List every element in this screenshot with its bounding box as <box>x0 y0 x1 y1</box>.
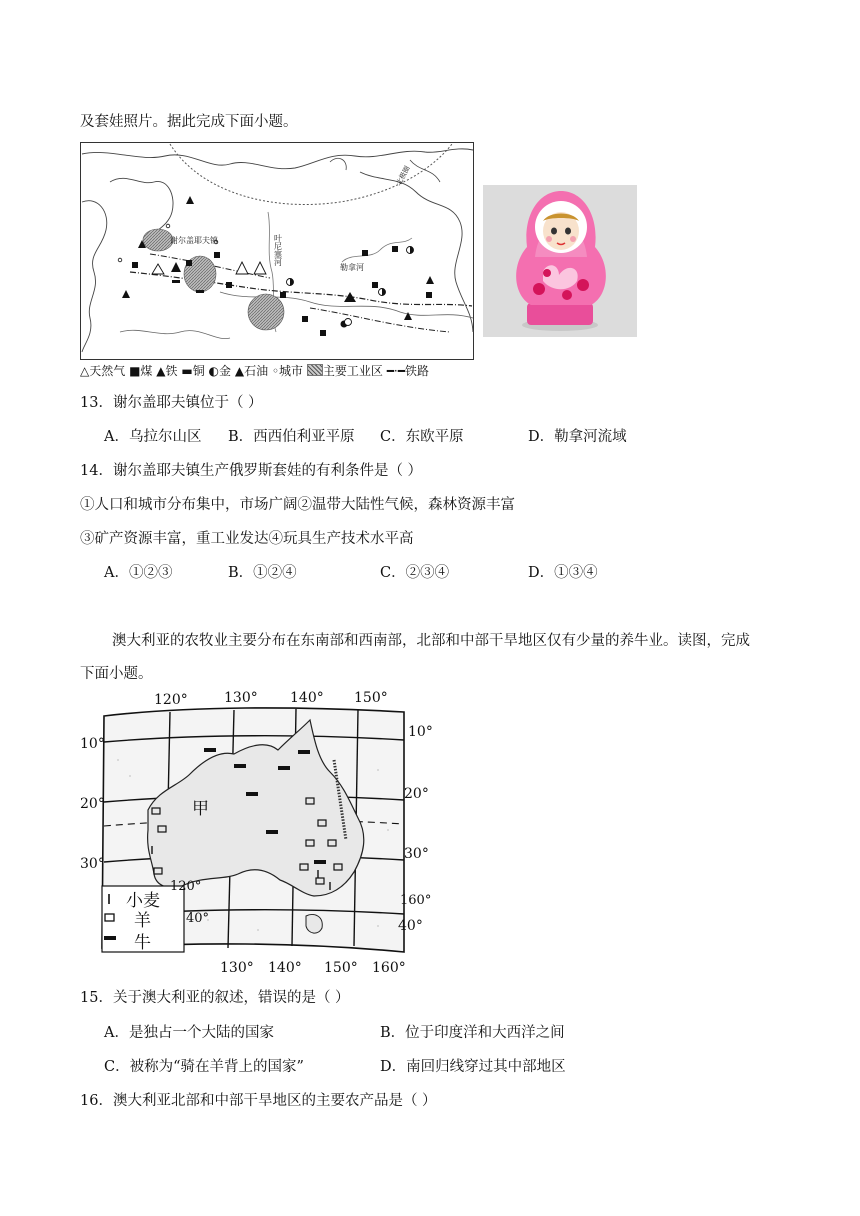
q14-option-b[interactable]: B．①②④ <box>228 565 297 581</box>
right-lat-40: 40° <box>398 918 423 934</box>
q14-option-c[interactable]: C．②③④ <box>380 565 450 581</box>
australia-agriculture-map <box>78 690 434 976</box>
inner-lat-40: 40° <box>186 911 210 926</box>
bottom-lon-130: 130° <box>220 960 254 976</box>
right-lat-20: 20° <box>404 786 429 802</box>
matryoshka-photo <box>483 185 637 337</box>
left-lat-20: 20° <box>80 796 105 812</box>
copper-icon: ▬ <box>181 364 193 378</box>
q15-option-d[interactable]: D．南回归线穿过其中部地区 <box>380 1059 566 1075</box>
right-lat-30: 30° <box>404 846 429 862</box>
bottom-lon-160: 160° <box>372 960 406 976</box>
q13-option-c[interactable]: C．东欧平原 <box>380 429 464 445</box>
top-lon-150: 150° <box>354 690 388 706</box>
city-icon: ◦ <box>271 364 280 378</box>
arctic-circle-label: 北极圈 <box>394 164 412 187</box>
jia-label: 甲 <box>192 799 209 819</box>
legend-cattle-label: 牛 <box>134 933 151 953</box>
intro-text: 及套娃照片。据此完成下面小题。 <box>80 114 298 130</box>
inner-lon-160: 160° <box>400 893 432 908</box>
russia-resource-map <box>80 142 474 360</box>
town-label: 谢尔盖耶夫镇 <box>170 236 218 245</box>
iron-icon: ▲ <box>156 364 166 378</box>
q16-stem: 16．澳大利亚北部和中部干旱地区的主要农产品是（ ） <box>80 1093 437 1109</box>
passage2-line2: 下面小题。 <box>80 666 153 682</box>
passage2-line1: 澳大利亚的农牧业主要分布在东南部和西南部，北部和中部干旱地区仅有少量的养牛业。读图，完成 <box>112 633 750 649</box>
gold-icon: ◐ <box>208 364 220 378</box>
q15-stem: 15．关于澳大利亚的叙述，错误的是（ ） <box>80 990 350 1006</box>
q13-option-d[interactable]: D．勒拿河流域 <box>528 429 627 445</box>
q13-option-b[interactable]: B．西西伯利亚平原 <box>228 429 355 445</box>
lena-label: 勒拿河 <box>340 263 364 272</box>
oil-icon: ▲ <box>234 364 245 378</box>
left-lat-30: 30° <box>80 856 105 872</box>
top-lon-130: 130° <box>224 690 258 706</box>
q15-option-a[interactable]: A．是独占一个大陆的国家 <box>104 1025 274 1041</box>
coal-icon: ■ <box>129 364 141 378</box>
legend-sheep-label: 羊 <box>134 911 151 931</box>
legend-wheat-label: 小麦 <box>126 891 160 911</box>
q13-option-a[interactable]: A．乌拉尔山区 <box>104 429 202 445</box>
left-lat-10: 10° <box>80 736 105 752</box>
q14-option-a[interactable]: A．①②③ <box>104 565 173 581</box>
bottom-lon-150: 150° <box>324 960 358 976</box>
q14-stem: 14．谢尔盖耶夫镇生产俄罗斯套娃的有利条件是（ ） <box>80 463 423 479</box>
q14-option-d[interactable]: D．①③④ <box>528 565 598 581</box>
right-lat-10: 10° <box>408 724 433 740</box>
q13-stem: 13．谢尔盖耶夫镇位于（ ） <box>80 395 263 411</box>
yenisei-label: 叶尼塞河 <box>273 234 283 266</box>
natural-gas-icon: △ <box>80 364 90 378</box>
q15-option-c[interactable]: C．被称为“骑在羊背上的国家” <box>104 1059 304 1075</box>
q14-statement-1: ①人口和城市分布集中，市场广阔②温带大陆性气候，森林资源丰富 <box>80 497 515 513</box>
russia-map-legend: △天然气 ■煤 ▲铁 ▬铜 ◐金 ▲石油 ◦城市 主要工业区 ━·━铁路 <box>80 364 429 378</box>
industrial-area-icon <box>307 364 323 376</box>
bottom-lon-140: 140° <box>268 960 302 976</box>
top-lon-120: 120° <box>154 692 188 708</box>
q14-statement-2: ③矿产资源丰富，重工业发达④玩具生产技术水平高 <box>80 531 414 547</box>
top-lon-140: 140° <box>290 690 324 706</box>
railway-icon: ━·━ <box>386 364 405 378</box>
cattle-icon <box>104 936 116 940</box>
q15-option-b[interactable]: B．位于印度洋和大西洋之间 <box>380 1025 565 1041</box>
inner-lon-120: 120° <box>170 879 202 894</box>
